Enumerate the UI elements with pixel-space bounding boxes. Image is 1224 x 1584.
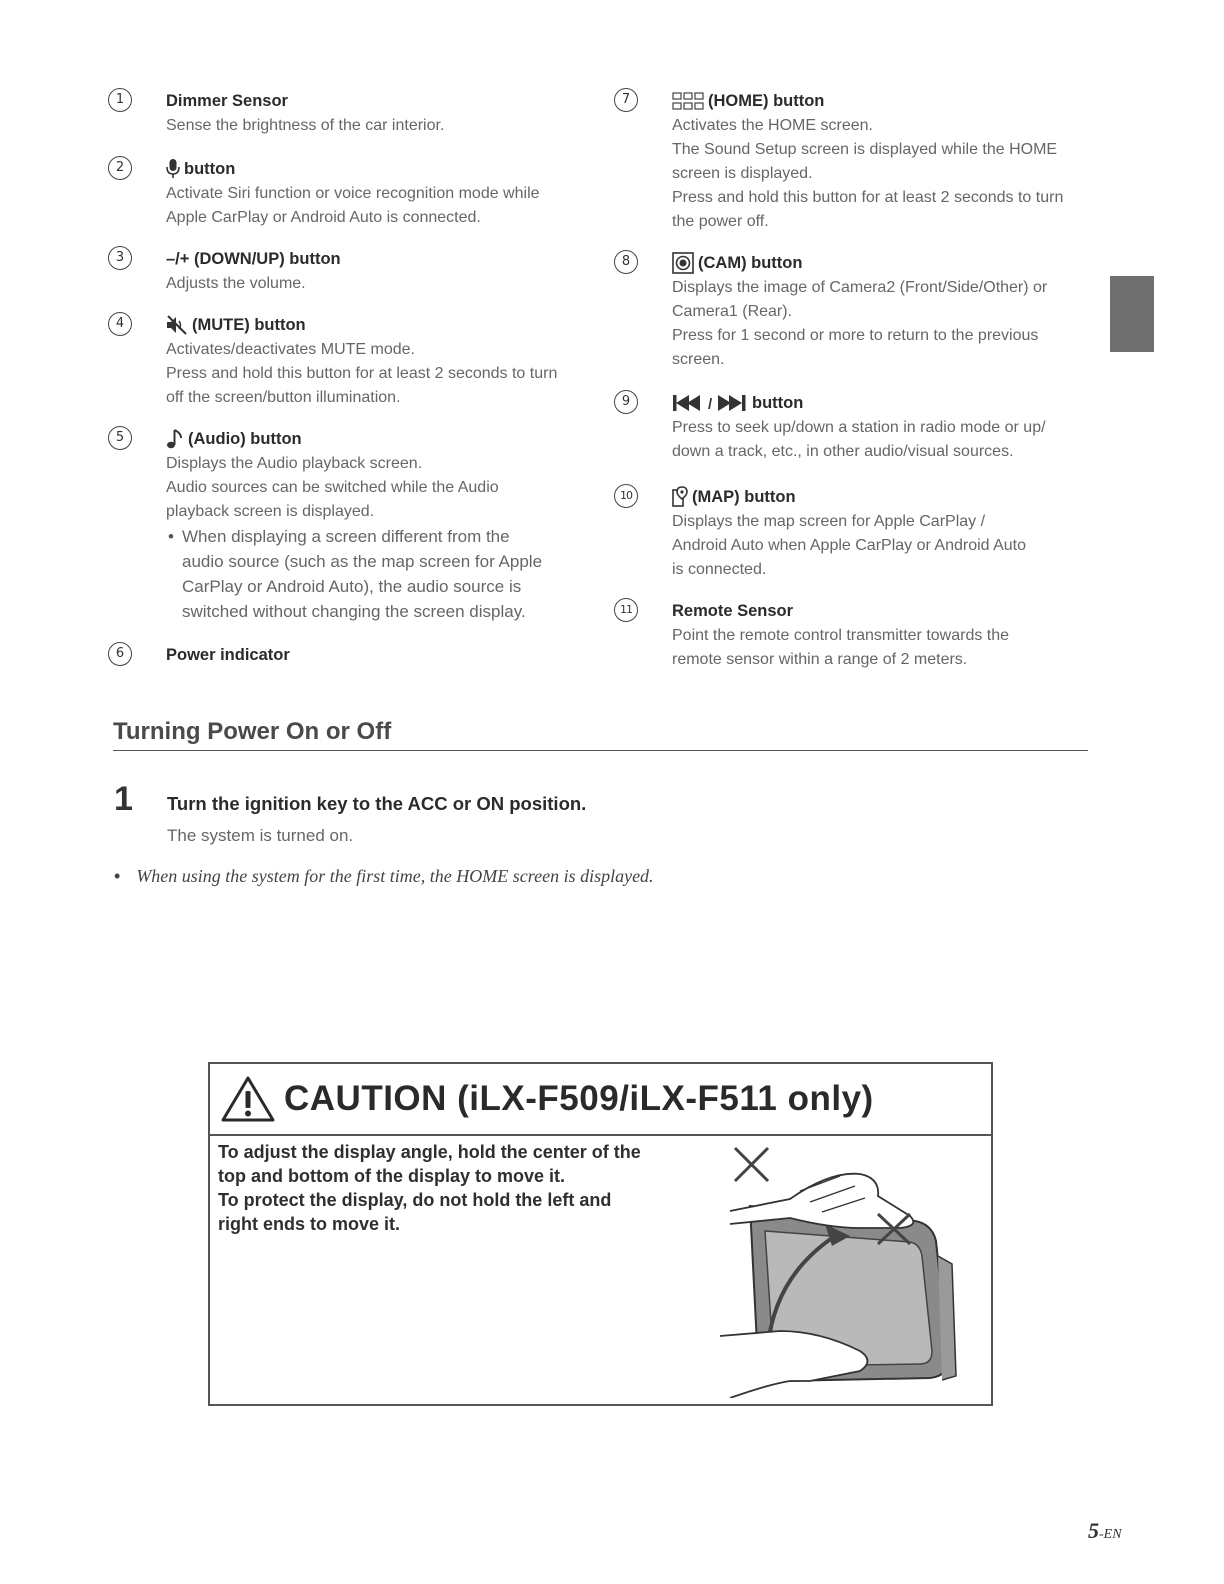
item-home-button bbox=[614, 88, 1094, 250]
item-desc: screen. bbox=[672, 351, 725, 368]
caution-box bbox=[208, 1062, 993, 1406]
item-audio-button bbox=[108, 426, 588, 642]
left-column bbox=[108, 88, 588, 672]
item-desc: Apple CarPlay or Android Auto is connected. bbox=[166, 209, 481, 226]
item-desc: Camera1 (Rear). bbox=[672, 303, 793, 320]
item-number: 7 bbox=[614, 88, 638, 112]
item-desc: Displays the image of Camera2 (Front/Side/Other) or bbox=[672, 279, 1048, 296]
item-number: 9 bbox=[614, 390, 638, 414]
item-desc: Android Auto when Apple CarPlay or Android Auto bbox=[672, 537, 1027, 554]
item-desc: Press and hold this button for at least 2 seconds to turn bbox=[672, 189, 1064, 206]
map-pin-icon bbox=[672, 486, 688, 508]
item-number: 8 bbox=[614, 250, 638, 274]
item-title: (HOME) button bbox=[672, 88, 1094, 114]
item-title: Dimmer Sensor bbox=[166, 92, 288, 110]
caution-text: To adjust the display angle, hold the center of the top and bottom of the display to move it. To protect the display, do not hold the left and right ends to move it. bbox=[218, 1142, 641, 1234]
item-desc: down a track, etc., in other audio/visual sources. bbox=[672, 443, 1014, 460]
item-number: 6 bbox=[108, 642, 132, 666]
item-title: Power indicator bbox=[166, 646, 290, 664]
item-desc: Displays the Audio playback screen. bbox=[166, 455, 423, 472]
item-desc: Adjusts the volume. bbox=[166, 275, 306, 292]
item-desc: Activates the HOME screen. bbox=[672, 117, 873, 134]
step-title: Turn the ignition key to the ACC or ON position. bbox=[167, 793, 587, 814]
item-desc: playback screen is displayed. bbox=[166, 503, 375, 520]
item-number: 10 bbox=[614, 484, 638, 508]
item-desc: Sense the brightness of the car interior. bbox=[166, 117, 445, 134]
item-desc: Press for 1 second or more to return to the previous bbox=[672, 327, 1039, 344]
item-number: 1 bbox=[108, 88, 132, 112]
item-number: 4 bbox=[108, 312, 132, 336]
item-dimmer-sensor bbox=[108, 88, 588, 156]
right-column bbox=[614, 88, 1094, 672]
item-desc: The Sound Setup screen is displayed while the HOME bbox=[672, 141, 1058, 158]
item-title: (Audio) button bbox=[166, 426, 588, 452]
item-skip-button bbox=[614, 390, 1094, 484]
item-map-button bbox=[614, 484, 1094, 598]
chapter-tab bbox=[1110, 276, 1154, 352]
item-mute-button bbox=[108, 312, 588, 426]
item-cam-button bbox=[614, 250, 1094, 390]
caution-header bbox=[210, 1064, 991, 1136]
page-number: 5-EN bbox=[1088, 1518, 1122, 1543]
item-title: / button bbox=[672, 390, 1094, 416]
item-desc: Press to seek up/down a station in radio mode or up/ bbox=[672, 419, 1046, 436]
item-desc: remote sensor within a range of 2 meters. bbox=[672, 651, 968, 668]
item-desc: Audio sources can be switched while the Audio bbox=[166, 479, 499, 496]
item-desc: Point the remote control transmitter towards the bbox=[672, 627, 1010, 644]
item-title: –/+ (DOWN/UP) button bbox=[166, 250, 341, 268]
svg-text:/: / bbox=[708, 396, 713, 413]
mute-icon bbox=[166, 315, 188, 335]
item-desc: Displays the map screen for Apple CarPlay / bbox=[672, 513, 986, 530]
item-desc: Activate Siri function or voice recognition mode while bbox=[166, 185, 540, 202]
warning-icon bbox=[220, 1075, 276, 1123]
item-number: 2 bbox=[108, 156, 132, 180]
item-title: (MUTE) button bbox=[166, 312, 588, 338]
microphone-icon bbox=[166, 159, 180, 179]
display-adjust-illustration bbox=[710, 1136, 970, 1398]
step-number: 1 bbox=[114, 780, 133, 818]
item-desc: Activates/deactivates MUTE mode. bbox=[166, 341, 415, 358]
item-title: Remote Sensor bbox=[672, 602, 794, 620]
item-desc: the power off. bbox=[672, 213, 769, 230]
home-grid-icon bbox=[672, 92, 704, 110]
item-number: 5 bbox=[108, 426, 132, 450]
music-note-icon bbox=[166, 428, 184, 450]
item-voice-button bbox=[108, 156, 588, 246]
camera-icon bbox=[672, 252, 694, 274]
item-volume-button bbox=[108, 246, 588, 312]
item-number: 11 bbox=[614, 598, 638, 622]
section-title: Turning Power On or Off bbox=[113, 718, 1088, 751]
caution-title: CAUTION (iLX-F509/iLX-F511 only) bbox=[284, 1079, 874, 1118]
step-desc: The system is turned on. bbox=[167, 826, 354, 845]
item-remote-sensor bbox=[614, 598, 1094, 672]
item-title: (MAP) button bbox=[672, 484, 1094, 510]
item-bullet: • When displaying a screen different from the audio source (such as the map screen for Apple CarPlay or Android Auto), the audio source is switched without changing the screen display. bbox=[166, 524, 588, 624]
item-title: (CAM) button bbox=[672, 250, 1094, 276]
item-desc: is connected. bbox=[672, 561, 767, 578]
item-power-indicator bbox=[108, 642, 588, 672]
item-desc: off the screen/button illumination. bbox=[166, 389, 401, 406]
note: • When using the system for the first time, the HOME screen is displayed. bbox=[114, 866, 654, 886]
item-number: 3 bbox=[108, 246, 132, 270]
item-title: button bbox=[166, 156, 588, 182]
item-desc: Press and hold this button for at least 2 seconds to turn bbox=[166, 365, 558, 382]
item-desc: screen is displayed. bbox=[672, 165, 813, 182]
